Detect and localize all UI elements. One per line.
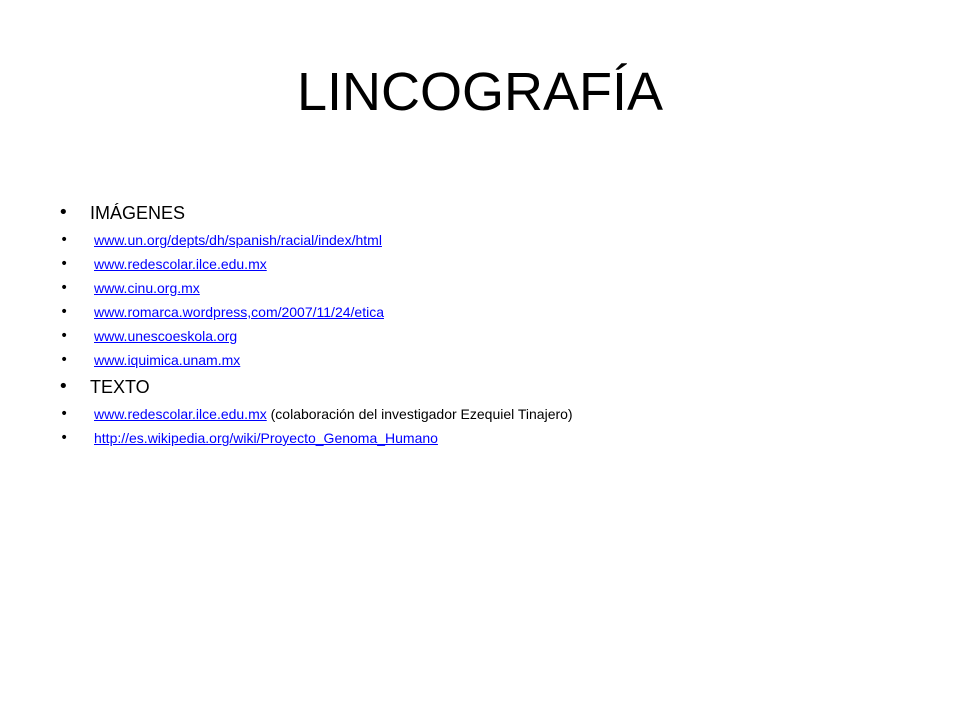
list-item [56,252,916,276]
section-heading-texto [56,372,916,402]
bullet-icon: • [60,328,69,344]
list-item [56,348,916,372]
reference-link[interactable]: http://es.wikipedia.org/wiki/Proyecto_Genoma_Humano [94,430,438,446]
slide-title: LINCOGRAFÍA [296,62,664,122]
reference-link[interactable]: www.unescoeskola.org [94,328,238,344]
bullet-icon: • [60,280,69,296]
reference-link[interactable]: www.un.org/depts/dh/spanish/racial/index/html [94,232,382,248]
list-item [56,228,916,252]
reference-note: (colaboración del investigador Ezequiel Tinajero) [266,406,573,422]
reference-link[interactable]: www.romarca.wordpress,com/2007/11/24/etica [94,304,384,320]
bullet-icon: • [60,430,69,446]
bullet-icon: • [60,304,69,320]
bullet-list [56,198,916,450]
reference-link[interactable]: www.cinu.org.mx [94,280,200,296]
bullet-icon: • [58,376,69,397]
list-item [56,402,916,426]
reference-link[interactable]: www.iquimica.unam.mx [94,352,241,368]
list-item [56,324,916,348]
section-heading-label: TEXTO [90,377,150,397]
section-heading-imagenes [56,198,916,228]
bullet-icon: • [60,232,69,248]
bullet-icon: • [60,352,69,368]
bullet-icon: • [60,256,69,272]
list-item [56,426,916,450]
reference-link[interactable]: www.redescolar.ilce.edu.mx [94,256,267,272]
list-item [56,300,916,324]
reference-link[interactable]: www.redescolar.ilce.edu.mx [94,406,267,422]
bullet-icon: • [58,202,69,223]
section-heading-label: IMÁGENES [90,203,186,223]
list-item [56,276,916,300]
bullet-icon: • [60,406,69,422]
